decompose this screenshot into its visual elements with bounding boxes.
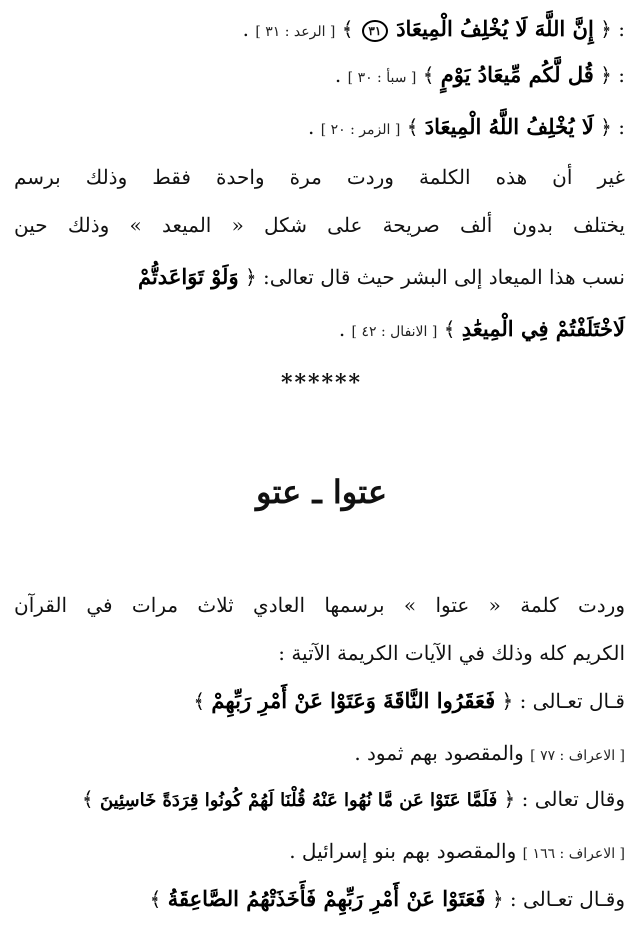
ornate-bracket-close: ﴾ xyxy=(406,115,419,139)
ornate-bracket-open: ﴿ xyxy=(600,115,612,139)
quran-verse: لَاخْتَلَفْتُمْ فِي الْمِيعَٰدِ xyxy=(461,316,625,341)
ornate-bracket-open: ﴿ xyxy=(501,689,514,713)
body-text: نسب هذا الميعاد إلى البشر حيث قال تعالى: xyxy=(263,265,625,289)
line-prefix: : xyxy=(618,17,625,41)
quran-verse: لَا يُخْلِفُ اللَّهُ الْمِيعَادَ xyxy=(424,114,594,139)
section-separator: ****** xyxy=(280,370,363,396)
paragraph-1-line-1: غير أن هذه الكلمة وردت مرة واحدة فقط وذلك برسم xyxy=(14,165,625,189)
ornate-bracket-close: ﴾ xyxy=(149,887,162,911)
ornate-bracket-close: ﴾ xyxy=(193,689,206,713)
paragraph-2-line-2: الكريم كله وذلك في الآيات الكريمة الآتية : xyxy=(278,641,625,665)
line-end: . xyxy=(338,317,346,341)
example-1-line xyxy=(14,686,625,716)
ornate-bracket-close: ﴾ xyxy=(341,17,354,41)
ornate-bracket-open: ﴿ xyxy=(600,17,612,41)
example-intro: وقـال تعـالى : xyxy=(509,887,625,911)
paragraph-1-line-3 xyxy=(14,262,625,292)
verse-line-1 xyxy=(14,14,625,47)
verse-line-2 xyxy=(14,60,625,93)
verse-reference: [ الاعراف : ٧٧ ] xyxy=(530,748,625,764)
example-intro: وقال تعالى : xyxy=(521,787,625,811)
example-note: والمقصود بهم ثمود . xyxy=(354,741,524,765)
quran-verse: قُل لَّكُم مِّيعَادُ يَوْمٍ xyxy=(440,62,594,87)
verse-reference: [ الرعد : ٣١ ] xyxy=(255,24,336,40)
verse-line-3 xyxy=(14,112,625,145)
example-note: والمقصود بهم بنو إسرائيل . xyxy=(289,839,517,863)
ornate-bracket-close: ﴾ xyxy=(422,63,435,87)
quran-verse: وَلَوْ تَوَاعَدتُّمْ xyxy=(137,264,239,289)
paragraph-2-line-1: وردت كلمة « عتوا » برسمها العادي ثلاث مرات في القرآن xyxy=(14,593,625,617)
verse-reference: [ الاعراف : ١٦٦ ] xyxy=(522,846,625,862)
quran-verse: فَعَقَرُوا النَّاقَةَ وَعَتَوْا عَنْ أَمْرِ رَبِّهِمْ xyxy=(211,688,496,713)
example-3-line xyxy=(14,884,625,914)
ornate-bracket-close: ﴾ xyxy=(443,317,456,341)
quran-verse: فَعَتَوْا عَنْ أَمْرِ رَبِّهِمْ فَأَخَذَتْهُمُ الصَّاعِقَةُ xyxy=(167,886,486,911)
quran-verse: فَلَمَّا عَتَوْا عَن مَّا نُهُوا عَنْهُ قُلْنَا لَهُمْ كُونُوا قِرَدَةً خَاسِئِينَ xyxy=(99,790,498,811)
verse-reference: [ الزمر : ٢٠ ] xyxy=(320,122,401,138)
paragraph-1-line-4 xyxy=(14,314,625,347)
verse-number-badge: ٣١ xyxy=(362,20,388,42)
verse-reference: [ سبأ : ٣٠ ] xyxy=(347,70,417,86)
ornate-bracket-open: ﴿ xyxy=(491,887,504,911)
example-2-line xyxy=(14,784,625,816)
line-end: . xyxy=(308,115,315,139)
verse-reference: [ الانفال : ٤٢ ] xyxy=(351,324,438,340)
line-prefix: : xyxy=(618,63,625,87)
ornate-bracket-close: ﴾ xyxy=(81,787,94,811)
line-end: . xyxy=(242,17,249,41)
quran-verse: إِنَّ اللَّهَ لَا يُخْلِفُ الْمِيعَادَ xyxy=(396,16,594,41)
ornate-bracket-open: ﴿ xyxy=(503,787,516,811)
example-intro: قـال تعـالى : xyxy=(519,689,625,713)
ornate-bracket-open: ﴿ xyxy=(600,63,612,87)
ornate-bracket-open: ﴿ xyxy=(244,265,257,289)
line-end: . xyxy=(334,63,342,87)
section-heading: عتوا ـ عتو xyxy=(255,473,388,511)
example-2-note-line xyxy=(14,836,625,869)
line-prefix: : xyxy=(618,115,625,139)
paragraph-1-line-2: يختلف بدون ألف صريحة على شكل « الميعد » وذلك حين xyxy=(14,213,625,237)
example-1-note-line xyxy=(14,738,625,771)
